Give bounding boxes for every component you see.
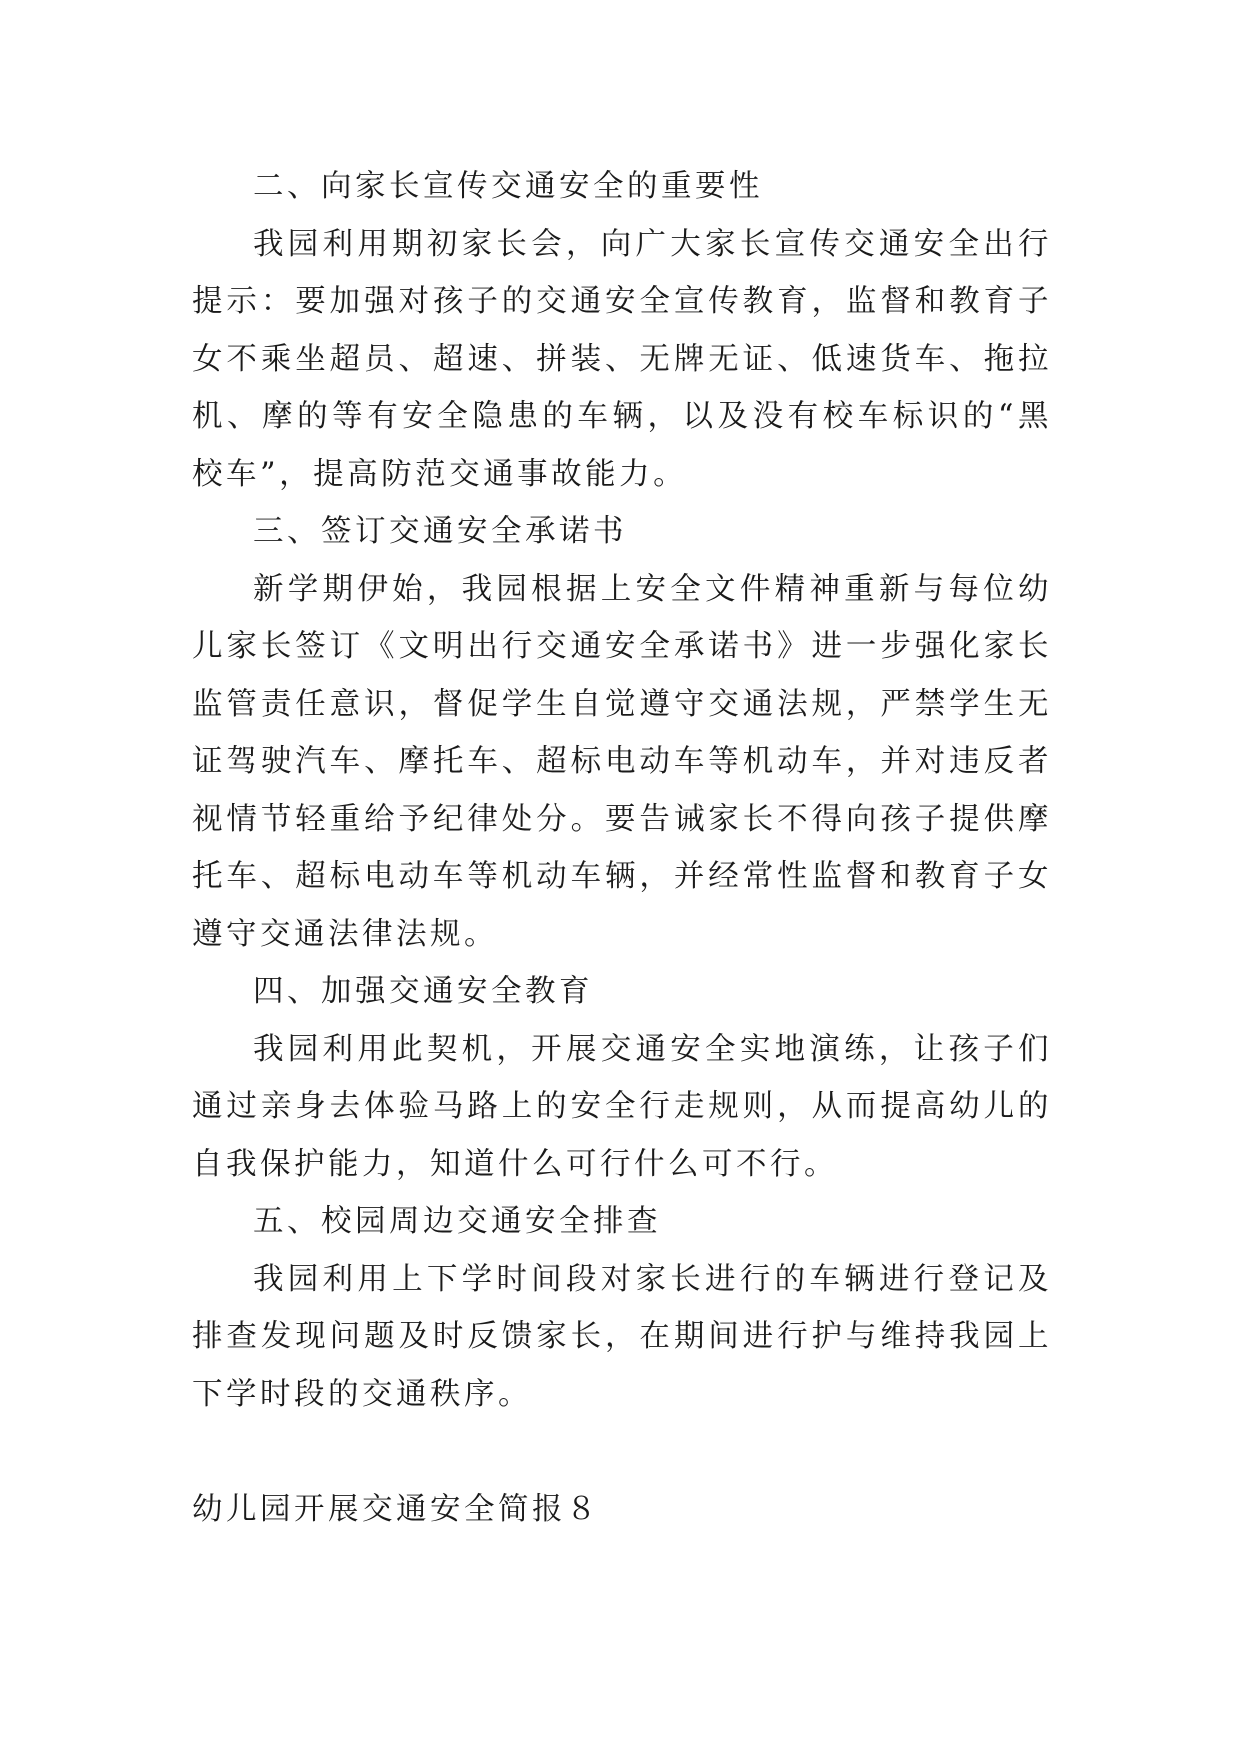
next-article-title: 幼儿园开展交通安全简报８ — [192, 1491, 600, 1527]
document-body — [192, 158, 1052, 1538]
section-paragraph-2: 我园利用期初家长会，向广大家长宣传交通安全出行提示：要加强对孩子的交通安全宣传教育，监督和教育子女不乘坐超员、超速、拼装、无牌无证、低速货车、拖拉机、摩的等有安全隐患的车辆，以及没有校车标识的“黑校车”，提高防范交通事故能力。 — [192, 226, 1052, 492]
section-paragraph-4: 我园利用此契机，开展交通安全实地演练，让孩子们通过亲身去体验马路上的安全行走规则，从而提高幼儿的自我保护能力，知道什么可行什么可不行。 — [192, 1031, 1052, 1182]
section-heading-4: 四、加强交通安全教育 — [253, 974, 593, 1009]
section-heading-2: 二、向家长宣传交通安全的重要性 — [253, 169, 763, 204]
section-paragraph-3: 新学期伊始，我园根据上安全文件精神重新与每位幼儿家长签订《文明出行交通安全承诺书》进一步强化家长监管责任意识，督促学生自觉遵守交通法规，严禁学生无证驾驶汽车、摩托车、超标电动车等机动车，并对违反者视情节轻重给予纪律处分。要告诫家长不得向孩子提供摩托车、超标电动车等机动车辆，并经常性监督和教育子女遵守交通法律法规。 — [192, 571, 1052, 952]
section-paragraph-5: 我园利用上下学时间段对家长进行的车辆进行登记及排查发现问题及时反馈家长，在期间进行护与维持我园上下学时段的交通秩序。 — [192, 1261, 1052, 1412]
section-heading-3: 三、签订交通安全承诺书 — [253, 514, 627, 549]
section-heading-5: 五、校园周边交通安全排查 — [253, 1204, 661, 1239]
